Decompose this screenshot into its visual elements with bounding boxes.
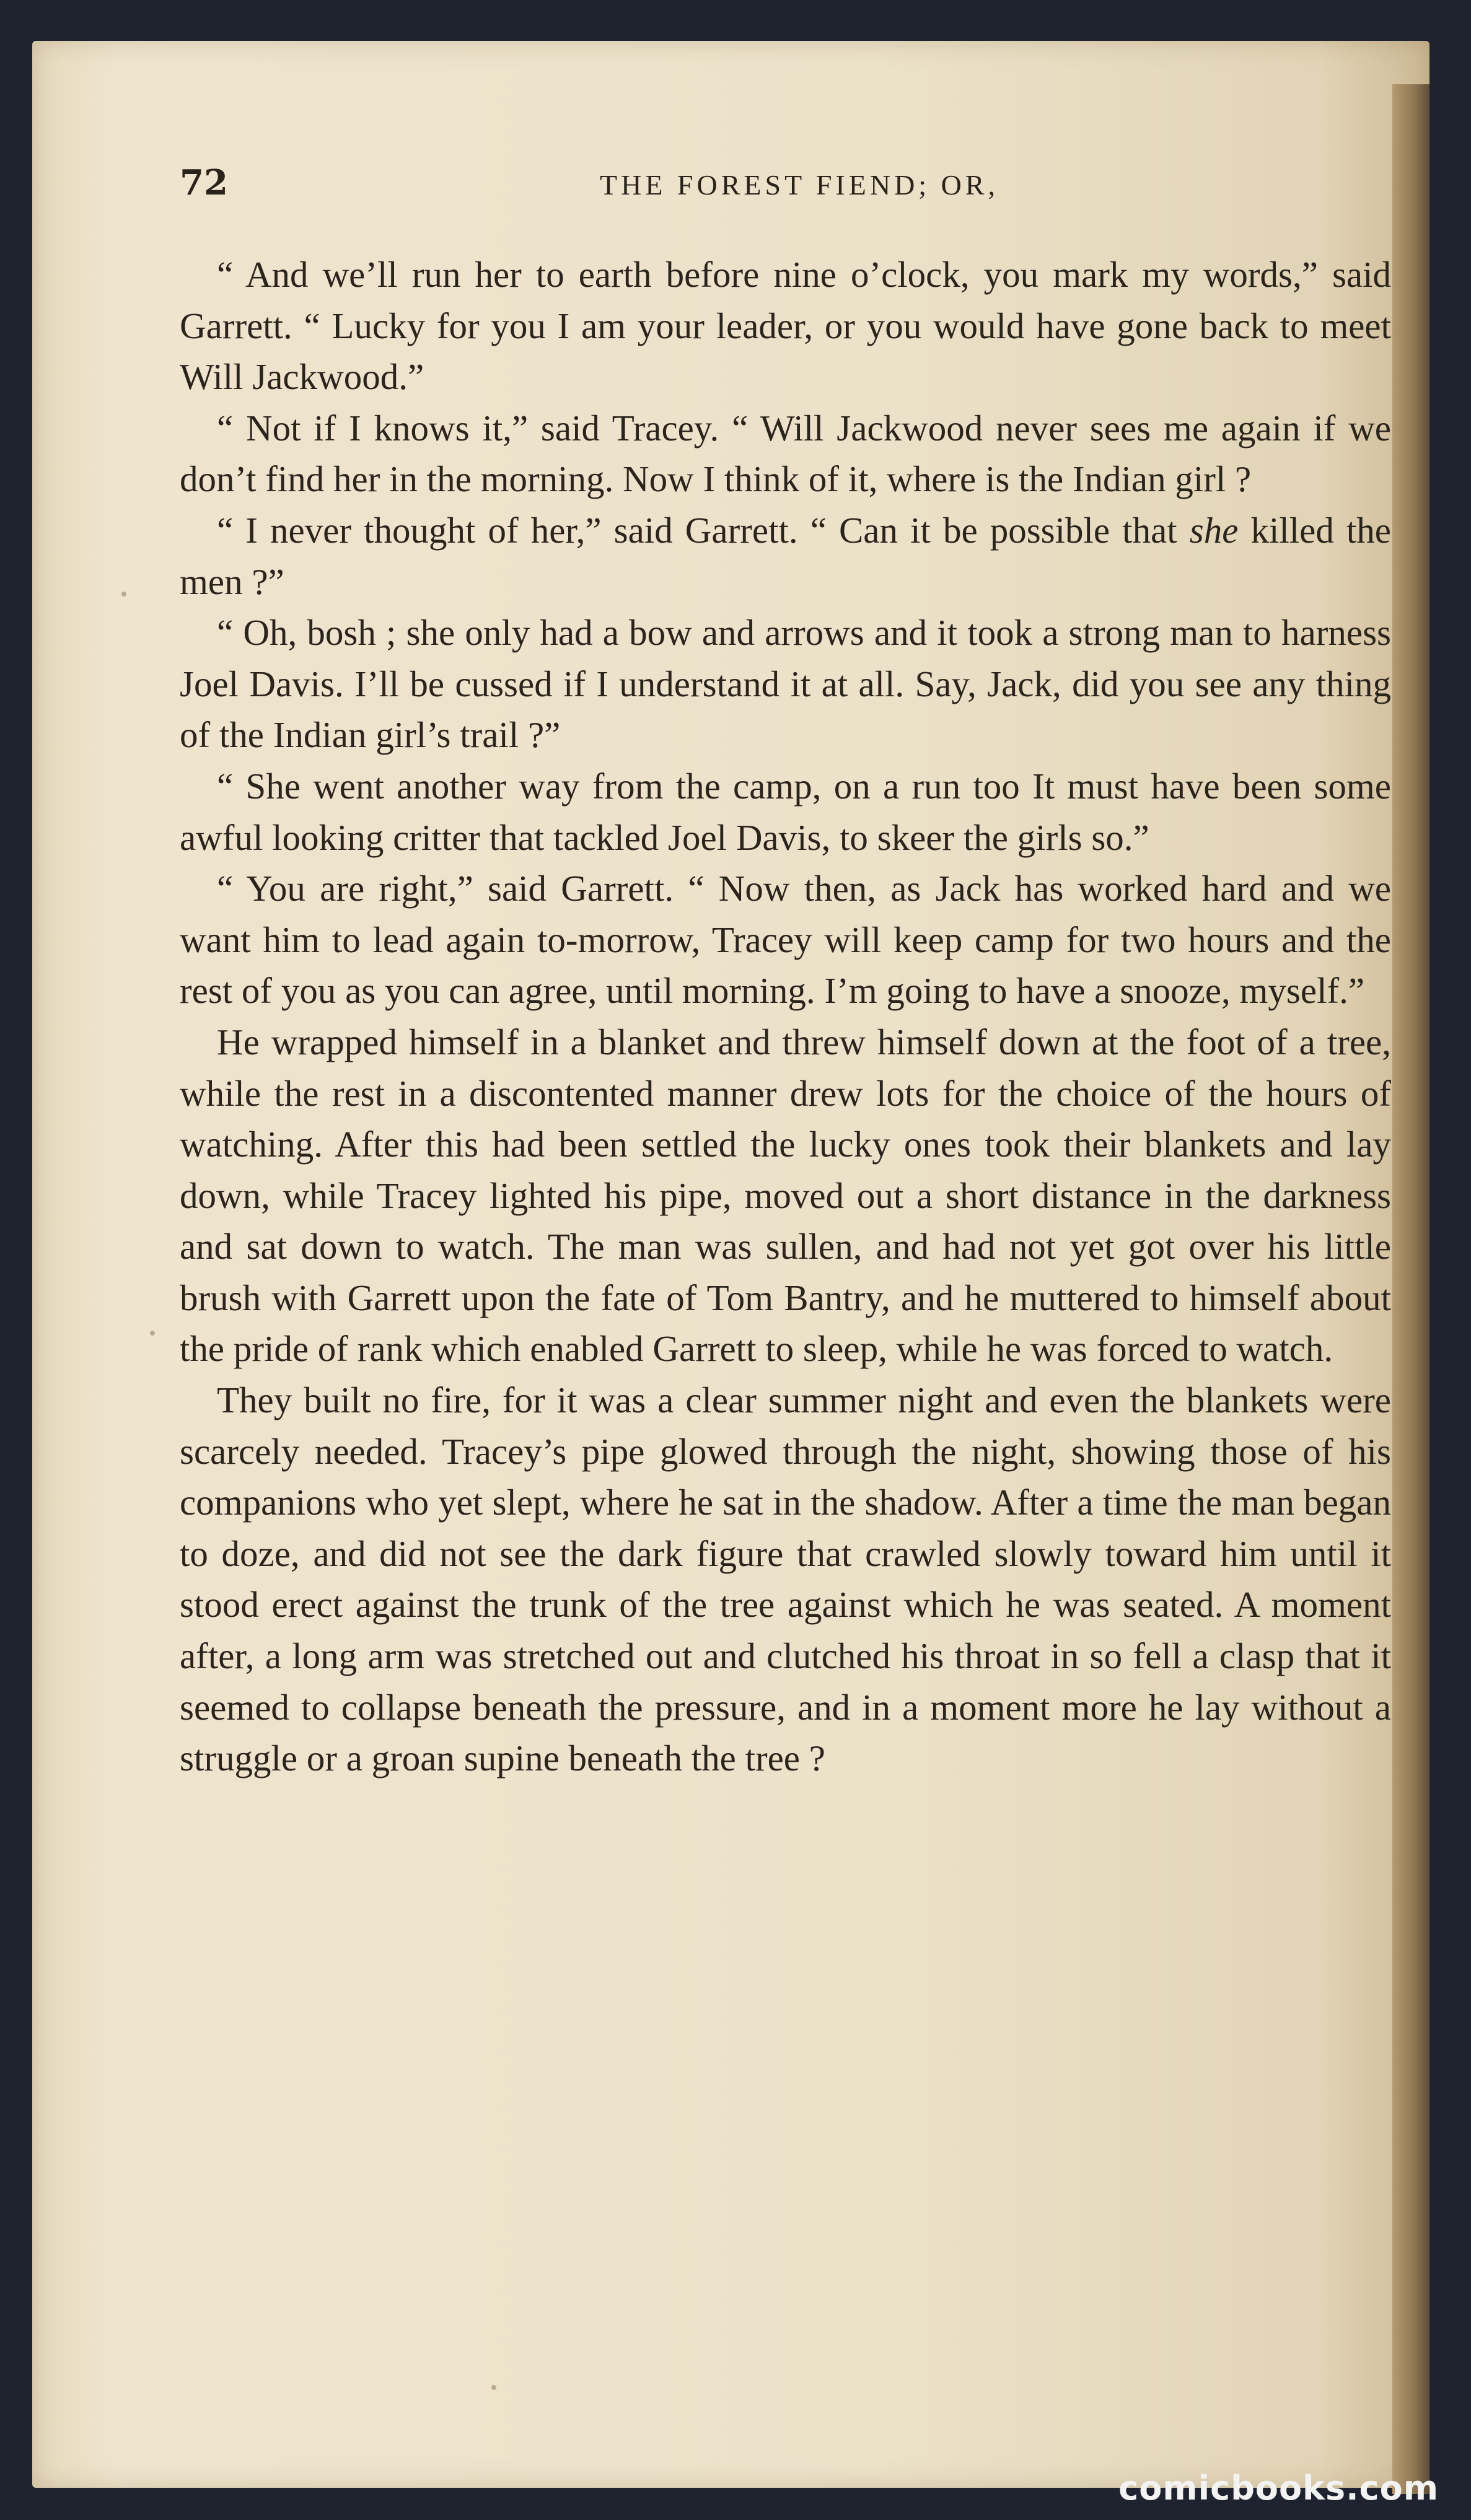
paragraph-4: “ Oh, bosh ; she only had a bow and arrows and it took a strong man to harness Joel Davis. I’ll be cussed if I understand it at all. Say, Jack, did you see any thing of the Indian girl’s trail ?”	[180, 612, 1391, 756]
paragraph-5: “ She went another way from the camp, on a run too It must have been some awful looking critter that tackled Joel Davis, to skeer the girls so.”	[180, 765, 1391, 858]
watermark: comicbooks.com	[1118, 2469, 1439, 2508]
paragraph-3-emphasis: she	[1189, 509, 1239, 551]
page-header	[180, 162, 1394, 218]
page-edge-shadow	[1392, 84, 1429, 2494]
paragraph-6: “ You are right,” said Garrett. “ Now then, as Jack has worked hard and we want him to lead again to-morrow, Tracey will keep camp for two hours and the rest of you as you can agree, until morning. I’m going to have a snooze, myself.”	[180, 868, 1391, 1012]
page-number: 72	[180, 162, 228, 203]
paragraph-3	[180, 505, 1391, 607]
paragraph-1: “ And we’ll run her to earth before nine o’clock, you mark my words,” said Garrett. “ Lucky for you I am your leader, or you would have gone back to meet Will Jackwood.”	[180, 254, 1391, 398]
paper-speck	[150, 1331, 155, 1336]
body-text	[180, 249, 1391, 1784]
paragraph-2: “ Not if I knows it,” said Tracey. “ Will Jackwood never sees me again if we don’t find her in the morning. Now I think of it, where is the Indian girl ?	[180, 407, 1391, 500]
paper-speck	[491, 2385, 496, 2390]
paragraph-3-start: “ I never thought of her,” said Garrett. “ Can it be possible that	[217, 509, 1190, 551]
paragraph-3-end: killed the men ?”	[180, 509, 1391, 602]
running-head: THE FOREST FIEND; OR,	[600, 169, 999, 201]
paragraph-8: They built no fire, for it was a clear summer night and even the blankets were scarcely needed. Tracey’s pipe glowed through the night, showing those of his companions who yet slept, where he sat in the shadow. After a time the man began to doze, and did not see the dark figure that crawled slowly toward him until it stood erect against the trunk of the tree against which he was seated. A moment after, a long arm was stretched out and clutched his throat in so fell a clasp that it seemed to collapse beneath the pressure, and in a moment more he lay without a struggle or a groan supine beneath the tree ?	[180, 1380, 1391, 1779]
paper-speck	[121, 592, 126, 597]
paragraph-7: He wrapped himself in a blanket and threw himself down at the foot of a tree, while the rest in a discontented manner drew lots for the choice of the hours of watching. After this had been settled the lucky ones took their blankets and lay down, while Tracey lighted his pipe, moved out a short distance in the darkness and sat down to watch. The man was sullen, and had not yet got over his little brush with Garrett upon the fate of Tom Bantry, and he muttered to himself about the pride of rank which enabled Garrett to sleep, while he was forced to watch.	[180, 1021, 1391, 1370]
